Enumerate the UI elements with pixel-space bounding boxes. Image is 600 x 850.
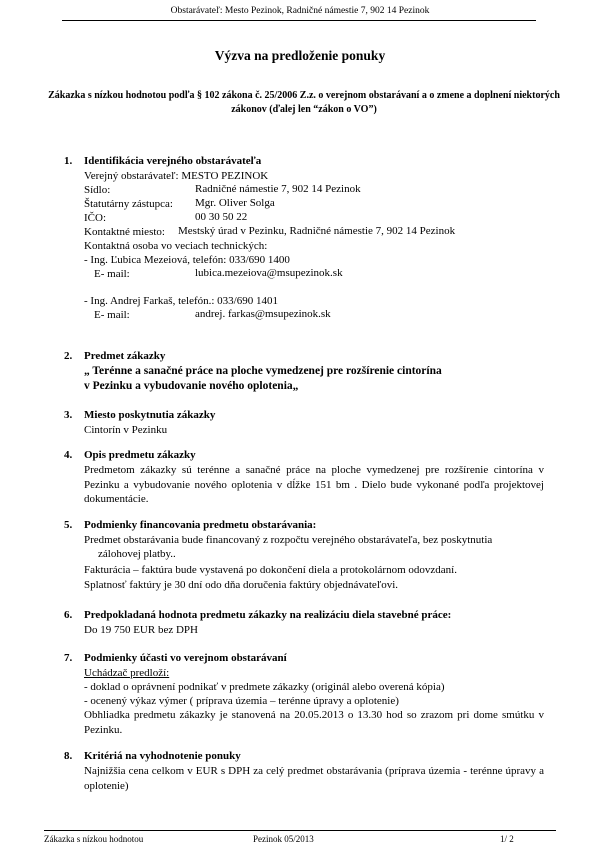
- ico-label: IČO:: [84, 212, 106, 224]
- section-3-number: 3.: [64, 409, 73, 421]
- section-5-heading: Podmienky financovania predmetu obstarávania:: [84, 519, 317, 531]
- section-5-number: 5.: [64, 519, 73, 531]
- bidder-submits-label: Uchádzač predloží:: [84, 667, 170, 679]
- seat-label: Sídlo:: [84, 184, 111, 196]
- section-3-heading: Miesto poskytnutia zákazky: [84, 409, 216, 421]
- section-7-number: 7.: [64, 652, 73, 664]
- criteria-text: Najnižšia cena celkom v EUR s DPH za celý predmet obstarávania (príprava územia - terénne úpravy a oplotenie): [84, 765, 544, 792]
- footer-rule: [44, 830, 556, 831]
- contracting-authority-line: Verejný obstarávateľ: MESTO PEZINOK: [84, 170, 269, 182]
- section-1-number: 1.: [64, 155, 73, 167]
- subject-line-1: „ Terénne a sanačné práce na ploche vymedzenej pre rozšírenie cintorína: [84, 365, 442, 377]
- section-6-heading: Predpokladaná hodnota predmetu zákazky na realizáciu diela stavebné práce:: [84, 609, 452, 621]
- section-2-number: 2.: [64, 350, 73, 362]
- section-8-heading: Kritériá na vyhodnotenie ponuky: [84, 750, 241, 762]
- section-7-heading: Podmienky účasti vo verejnom obstarávaní: [84, 652, 287, 664]
- email-2-link[interactable]: andrej. farkas@msupezinok.sk: [195, 308, 331, 320]
- document-subtitle: Zákazka s nízkou hodnotou podľa § 102 zákona č. 25/2006 Z.z. o verejnom obstarávaní a o zmene a doplnení niektorých zákonov (ďalej len “zákon o VO”): [48, 90, 560, 115]
- section-4-number: 4.: [64, 449, 73, 461]
- email-1-link[interactable]: lubica.mezeiova@msupezinok.sk: [195, 267, 343, 279]
- footer-page-number: 1/ 2: [500, 834, 514, 844]
- contact-person-1: - Ing. Ľubica Mezeiová, telefón: 033/690 1400: [84, 254, 290, 266]
- header-rule: [62, 20, 536, 21]
- description-text: Predmetom zákazky sú terénne a sanačné práce na ploche vymedzenej pre rozšírenie cintorína v Pezinku a vybudovanie nového oplotenia v dĺžke 151 bm . Dielo bude vykonané podľa projektovej dokumentácie.: [84, 464, 544, 505]
- email-2-label: E- mail:: [94, 309, 130, 321]
- financing-line-2: zálohovej platby..: [98, 548, 176, 560]
- section-4-heading: Opis predmetu zákazky: [84, 449, 196, 461]
- footer-center: Pezinok 05/2013: [253, 834, 314, 844]
- section-8-number: 8.: [64, 750, 73, 762]
- ico-value: 00 30 50 22: [195, 211, 248, 223]
- contact-person-line: Kontaktná osoba vo veciach technických:: [84, 240, 268, 252]
- section-6-number: 6.: [64, 609, 73, 621]
- financing-line-1: Predmet obstarávania bude financovaný z rozpočtu verejného obstarávateľa, bez poskytnutia: [84, 534, 493, 546]
- financing-line-4: Splatnosť faktúry je 30 dní odo dňa doručenia faktúry objednávateľovi.: [84, 579, 399, 591]
- statutory-label: Štatutárny zástupca:: [84, 198, 173, 210]
- document-title: Výzva na predloženie ponuky: [214, 48, 386, 63]
- requirement-2: - ocenený výkaz výmer ( príprava územia – terénne úpravy a oplotenie): [84, 695, 399, 707]
- contact-person-2: - Ing. Andrej Farkaš, telefón.: 033/690 1401: [84, 295, 278, 307]
- requirement-1: - doklad o oprávnení podnikať v predmete zákazky (originál alebo overená kópia): [84, 681, 445, 693]
- estimated-value: Do 19 750 EUR bez DPH: [84, 624, 198, 636]
- subject-line-2: v Pezinku a vybudovanie nového oplotenia„: [84, 380, 299, 392]
- footer-left: Zákazka s nízkou hodnotou: [44, 834, 144, 844]
- seat-value: Radničné námestie 7, 902 14 Pezinok: [195, 183, 361, 195]
- page-header: Obstarávateľ: Mesto Pezinok, Radničné námestie 7, 902 14 Pezinok: [170, 6, 430, 16]
- section-1-heading: Identifikácia verejného obstarávateľa: [84, 155, 262, 167]
- contact-place-value: Mestský úrad v Pezinku, Radničné námestie 7, 902 14 Pezinok: [178, 225, 456, 237]
- statutory-value: Mgr. Oliver Solga: [195, 197, 275, 209]
- financing-line-3: Fakturácia – faktúra bude vystavená po dokončení diela a protokolárnom odovzdaní.: [84, 564, 457, 576]
- email-1-label: E- mail:: [94, 268, 130, 280]
- place-text: Cintorín v Pezinku: [84, 424, 168, 436]
- site-visit-text: Obhliadka predmetu zákazky je stanovená na 20.05.2013 o 13.30 hod so zrazom pri dome smútku v Pezinku.: [84, 709, 544, 736]
- contact-place-label: Kontaktné miesto:: [84, 226, 165, 238]
- section-2-heading: Predmet zákazky: [84, 350, 166, 362]
